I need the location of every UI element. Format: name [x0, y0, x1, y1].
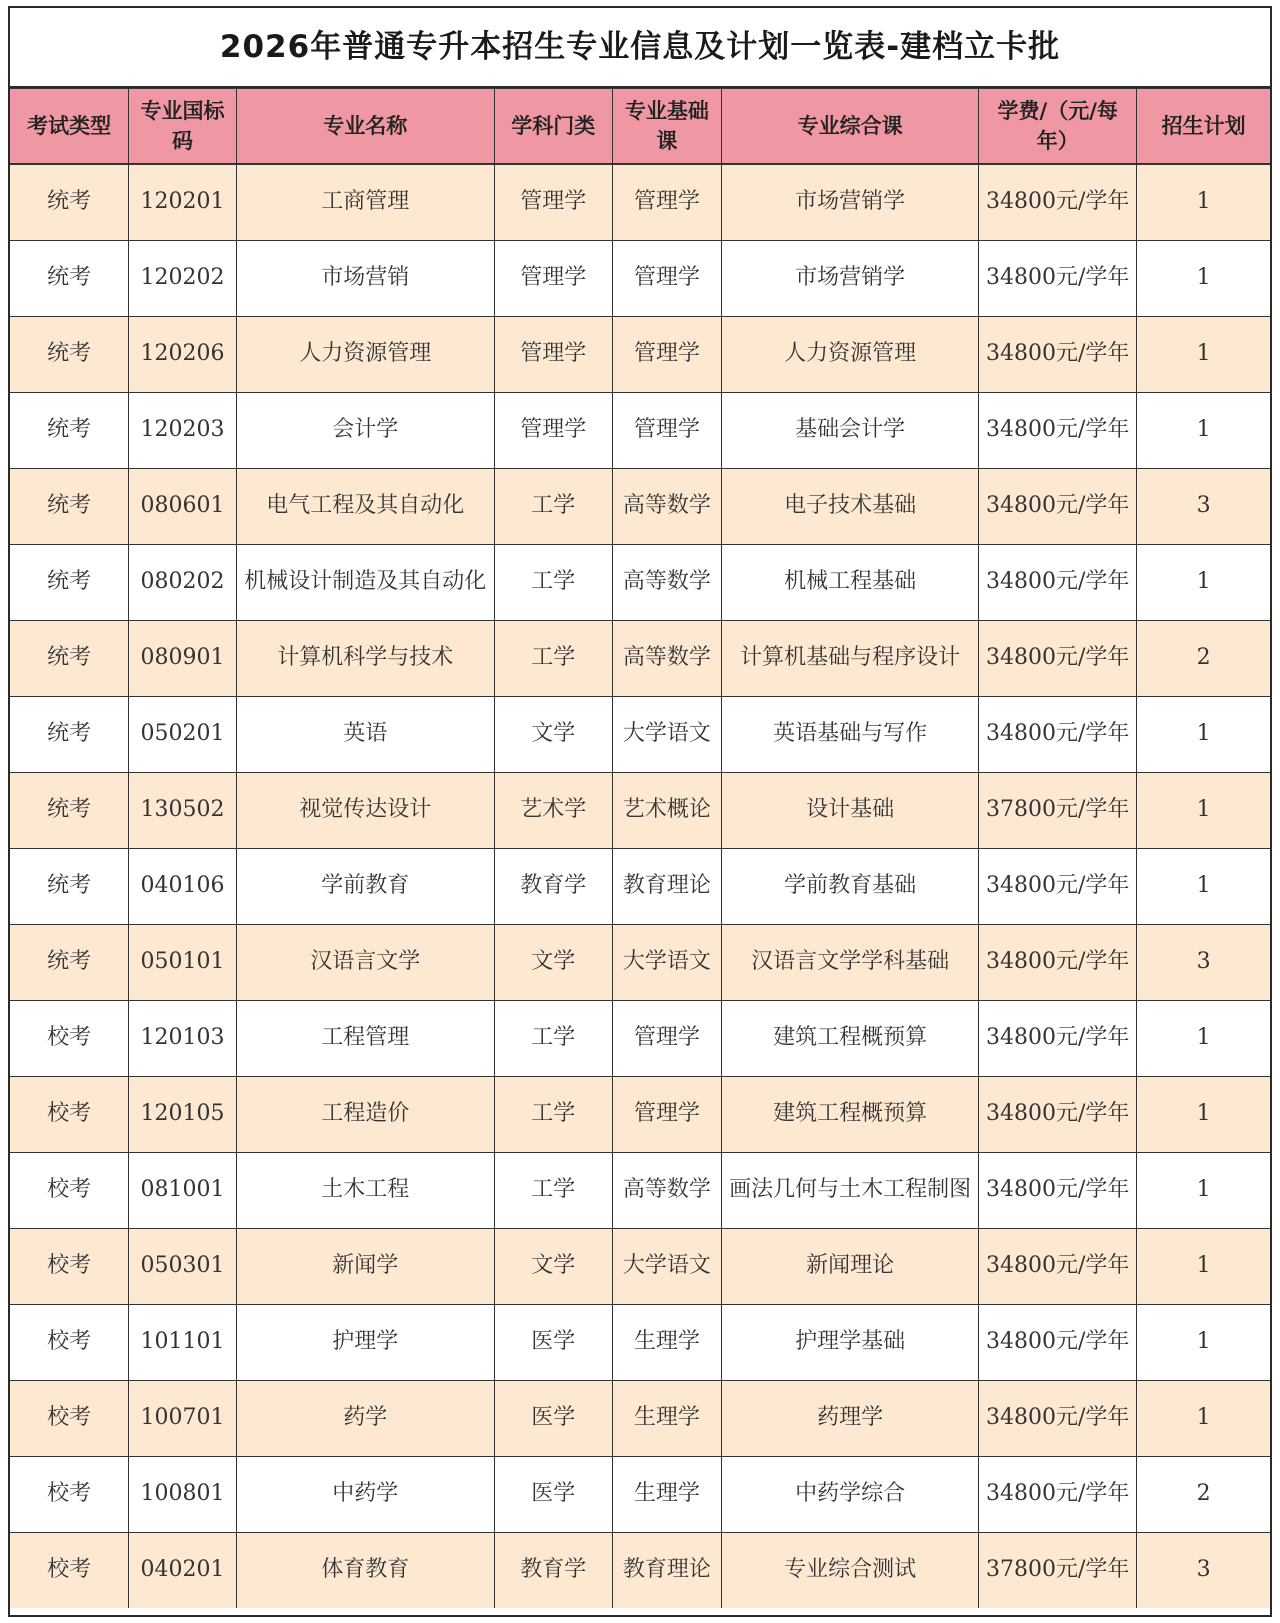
cell-major-name: 视觉传达设计	[236, 772, 494, 848]
cell-discipline: 工学	[494, 544, 612, 620]
cell-tuition: 34800元/学年	[979, 544, 1137, 620]
cell-enrollment-plan: 2	[1137, 620, 1270, 696]
table-row	[10, 620, 1270, 696]
cell-major-name: 工程管理	[236, 1000, 494, 1076]
cell-major-code: 080202	[129, 544, 236, 620]
header-major-code: 专业国标码	[129, 89, 236, 165]
cell-major-name: 工商管理	[236, 164, 494, 240]
cell-basic-course: 教育理论	[612, 1532, 721, 1608]
cell-basic-course: 大学语文	[612, 696, 721, 772]
cell-discipline: 教育学	[494, 1532, 612, 1608]
table-row	[10, 1532, 1270, 1608]
cell-basic-course: 管理学	[612, 316, 721, 392]
cell-discipline: 医学	[494, 1456, 612, 1532]
cell-enrollment-plan: 1	[1137, 1000, 1270, 1076]
cell-discipline: 文学	[494, 924, 612, 1000]
cell-discipline: 艺术学	[494, 772, 612, 848]
cell-basic-course: 大学语文	[612, 1228, 721, 1304]
cell-comprehensive-course: 汉语言文学学科基础	[722, 924, 979, 1000]
cell-major-name: 药学	[236, 1380, 494, 1456]
table-row	[10, 696, 1270, 772]
cell-enrollment-plan: 1	[1137, 1152, 1270, 1228]
table-row	[10, 1076, 1270, 1152]
cell-tuition: 34800元/学年	[979, 392, 1137, 468]
cell-major-name: 会计学	[236, 392, 494, 468]
cell-enrollment-plan: 3	[1137, 924, 1270, 1000]
table-row	[10, 544, 1270, 620]
cell-comprehensive-course: 机械工程基础	[722, 544, 979, 620]
cell-comprehensive-course: 英语基础与写作	[722, 696, 979, 772]
cell-comprehensive-course: 中药学综合	[722, 1456, 979, 1532]
cell-exam-type: 校考	[10, 1076, 129, 1152]
cell-major-code: 080901	[129, 620, 236, 696]
header-major-name: 专业名称	[236, 89, 494, 165]
cell-major-name: 新闻学	[236, 1228, 494, 1304]
cell-major-code: 101101	[129, 1304, 236, 1380]
cell-comprehensive-course: 市场营销学	[722, 240, 979, 316]
cell-comprehensive-course: 建筑工程概预算	[722, 1076, 979, 1152]
cell-discipline: 文学	[494, 1228, 612, 1304]
cell-enrollment-plan: 1	[1137, 164, 1270, 240]
cell-enrollment-plan: 1	[1137, 848, 1270, 924]
page-title: 2026年普通专升本招生专业信息及计划一览表-建档立卡批	[10, 8, 1270, 88]
cell-exam-type: 统考	[10, 392, 129, 468]
cell-exam-type: 统考	[10, 848, 129, 924]
cell-tuition: 34800元/学年	[979, 240, 1137, 316]
cell-exam-type: 校考	[10, 1532, 129, 1608]
cell-exam-type: 校考	[10, 1380, 129, 1456]
cell-comprehensive-course: 新闻理论	[722, 1228, 979, 1304]
table-header	[10, 89, 1270, 165]
cell-major-name: 市场营销	[236, 240, 494, 316]
cell-major-name: 汉语言文学	[236, 924, 494, 1000]
cell-basic-course: 大学语文	[612, 924, 721, 1000]
cell-comprehensive-course: 药理学	[722, 1380, 979, 1456]
cell-basic-course: 生理学	[612, 1456, 721, 1532]
cell-enrollment-plan: 1	[1137, 1304, 1270, 1380]
cell-exam-type: 统考	[10, 468, 129, 544]
table-row	[10, 164, 1270, 240]
cell-enrollment-plan: 1	[1137, 316, 1270, 392]
cell-tuition: 34800元/学年	[979, 696, 1137, 772]
cell-major-code: 120203	[129, 392, 236, 468]
cell-basic-course: 高等数学	[612, 544, 721, 620]
header-enrollment-plan: 招生计划	[1137, 89, 1270, 165]
cell-basic-course: 高等数学	[612, 468, 721, 544]
cell-tuition: 34800元/学年	[979, 1304, 1137, 1380]
cell-exam-type: 统考	[10, 316, 129, 392]
cell-enrollment-plan: 1	[1137, 544, 1270, 620]
cell-discipline: 管理学	[494, 392, 612, 468]
cell-major-code: 081001	[129, 1152, 236, 1228]
table-row	[10, 1304, 1270, 1380]
cell-discipline: 文学	[494, 696, 612, 772]
cell-basic-course: 管理学	[612, 164, 721, 240]
cell-exam-type: 统考	[10, 544, 129, 620]
cell-major-name: 中药学	[236, 1456, 494, 1532]
table-row	[10, 1152, 1270, 1228]
table-row	[10, 1456, 1270, 1532]
table-row	[10, 240, 1270, 316]
cell-discipline: 管理学	[494, 316, 612, 392]
cell-enrollment-plan: 1	[1137, 772, 1270, 848]
cell-enrollment-plan: 3	[1137, 1532, 1270, 1608]
cell-discipline: 工学	[494, 1152, 612, 1228]
cell-major-name: 计算机科学与技术	[236, 620, 494, 696]
cell-enrollment-plan: 2	[1137, 1456, 1270, 1532]
cell-tuition: 34800元/学年	[979, 1152, 1137, 1228]
cell-major-name: 土木工程	[236, 1152, 494, 1228]
cell-major-code: 120103	[129, 1000, 236, 1076]
cell-tuition: 37800元/学年	[979, 1532, 1137, 1608]
cell-enrollment-plan: 3	[1137, 468, 1270, 544]
table-row	[10, 468, 1270, 544]
cell-major-name: 工程造价	[236, 1076, 494, 1152]
table-row	[10, 1000, 1270, 1076]
table-row	[10, 392, 1270, 468]
table-row	[10, 772, 1270, 848]
table-row	[10, 1228, 1270, 1304]
enrollment-table	[10, 88, 1270, 1608]
cell-exam-type: 统考	[10, 696, 129, 772]
header-tuition: 学费/（元/每年）	[979, 89, 1137, 165]
cell-tuition: 34800元/学年	[979, 1456, 1137, 1532]
cell-exam-type: 统考	[10, 924, 129, 1000]
cell-enrollment-plan: 1	[1137, 392, 1270, 468]
cell-major-name: 机械设计制造及其自动化	[236, 544, 494, 620]
cell-tuition: 34800元/学年	[979, 620, 1137, 696]
cell-discipline: 管理学	[494, 164, 612, 240]
cell-exam-type: 统考	[10, 772, 129, 848]
cell-basic-course: 管理学	[612, 1076, 721, 1152]
cell-exam-type: 统考	[10, 240, 129, 316]
cell-major-code: 120105	[129, 1076, 236, 1152]
cell-tuition: 34800元/学年	[979, 1228, 1137, 1304]
table-row	[10, 1380, 1270, 1456]
cell-basic-course: 生理学	[612, 1304, 721, 1380]
cell-discipline: 教育学	[494, 848, 612, 924]
cell-exam-type: 校考	[10, 1152, 129, 1228]
cell-basic-course: 管理学	[612, 240, 721, 316]
cell-discipline: 管理学	[494, 240, 612, 316]
cell-tuition: 34800元/学年	[979, 1076, 1137, 1152]
cell-exam-type: 校考	[10, 1456, 129, 1532]
cell-major-code: 050201	[129, 696, 236, 772]
enrollment-sheet	[8, 6, 1272, 1617]
cell-major-code: 120201	[129, 164, 236, 240]
cell-major-name: 人力资源管理	[236, 316, 494, 392]
cell-basic-course: 生理学	[612, 1380, 721, 1456]
cell-major-code: 040106	[129, 848, 236, 924]
cell-enrollment-plan: 1	[1137, 696, 1270, 772]
cell-major-code: 120206	[129, 316, 236, 392]
cell-comprehensive-course: 画法几何与土木工程制图	[722, 1152, 979, 1228]
cell-tuition: 34800元/学年	[979, 316, 1137, 392]
cell-basic-course: 高等数学	[612, 1152, 721, 1228]
header-basic-course: 专业基础课	[612, 89, 721, 165]
cell-enrollment-plan: 1	[1137, 1076, 1270, 1152]
cell-exam-type: 统考	[10, 620, 129, 696]
cell-comprehensive-course: 基础会计学	[722, 392, 979, 468]
cell-major-name: 体育教育	[236, 1532, 494, 1608]
cell-basic-course: 教育理论	[612, 848, 721, 924]
cell-major-code: 100801	[129, 1456, 236, 1532]
cell-comprehensive-course: 设计基础	[722, 772, 979, 848]
cell-major-code: 080601	[129, 468, 236, 544]
cell-enrollment-plan: 1	[1137, 1380, 1270, 1456]
cell-tuition: 37800元/学年	[979, 772, 1137, 848]
cell-discipline: 医学	[494, 1304, 612, 1380]
cell-major-code: 130502	[129, 772, 236, 848]
cell-major-name: 护理学	[236, 1304, 494, 1380]
cell-tuition: 34800元/学年	[979, 164, 1137, 240]
cell-major-code: 040201	[129, 1532, 236, 1608]
header-exam-type: 考试类型	[10, 89, 129, 165]
cell-discipline: 工学	[494, 468, 612, 544]
header-discipline: 学科门类	[494, 89, 612, 165]
cell-basic-course: 高等数学	[612, 620, 721, 696]
cell-basic-course: 管理学	[612, 1000, 721, 1076]
table-row	[10, 316, 1270, 392]
cell-comprehensive-course: 学前教育基础	[722, 848, 979, 924]
cell-exam-type: 校考	[10, 1304, 129, 1380]
cell-exam-type: 统考	[10, 164, 129, 240]
cell-comprehensive-course: 护理学基础	[722, 1304, 979, 1380]
cell-exam-type: 校考	[10, 1228, 129, 1304]
cell-major-code: 100701	[129, 1380, 236, 1456]
cell-discipline: 工学	[494, 620, 612, 696]
cell-major-name: 电气工程及其自动化	[236, 468, 494, 544]
cell-discipline: 工学	[494, 1076, 612, 1152]
cell-tuition: 34800元/学年	[979, 924, 1137, 1000]
cell-comprehensive-course: 市场营销学	[722, 164, 979, 240]
cell-major-name: 学前教育	[236, 848, 494, 924]
cell-tuition: 34800元/学年	[979, 1380, 1137, 1456]
cell-tuition: 34800元/学年	[979, 1000, 1137, 1076]
cell-basic-course: 管理学	[612, 392, 721, 468]
cell-comprehensive-course: 电子技术基础	[722, 468, 979, 544]
cell-comprehensive-course: 建筑工程概预算	[722, 1000, 979, 1076]
cell-discipline: 医学	[494, 1380, 612, 1456]
header-row	[10, 89, 1270, 165]
cell-tuition: 34800元/学年	[979, 468, 1137, 544]
cell-tuition: 34800元/学年	[979, 848, 1137, 924]
cell-enrollment-plan: 1	[1137, 1228, 1270, 1304]
cell-major-name: 英语	[236, 696, 494, 772]
table-body	[10, 164, 1270, 1608]
cell-basic-course: 艺术概论	[612, 772, 721, 848]
cell-comprehensive-course: 人力资源管理	[722, 316, 979, 392]
cell-exam-type: 校考	[10, 1000, 129, 1076]
cell-comprehensive-course: 计算机基础与程序设计	[722, 620, 979, 696]
cell-major-code: 050301	[129, 1228, 236, 1304]
table-row	[10, 924, 1270, 1000]
cell-major-code: 120202	[129, 240, 236, 316]
cell-discipline: 工学	[494, 1000, 612, 1076]
cell-enrollment-plan: 1	[1137, 240, 1270, 316]
header-comprehensive-course: 专业综合课	[722, 89, 979, 165]
table-row	[10, 848, 1270, 924]
cell-major-code: 050101	[129, 924, 236, 1000]
cell-comprehensive-course: 专业综合测试	[722, 1532, 979, 1608]
